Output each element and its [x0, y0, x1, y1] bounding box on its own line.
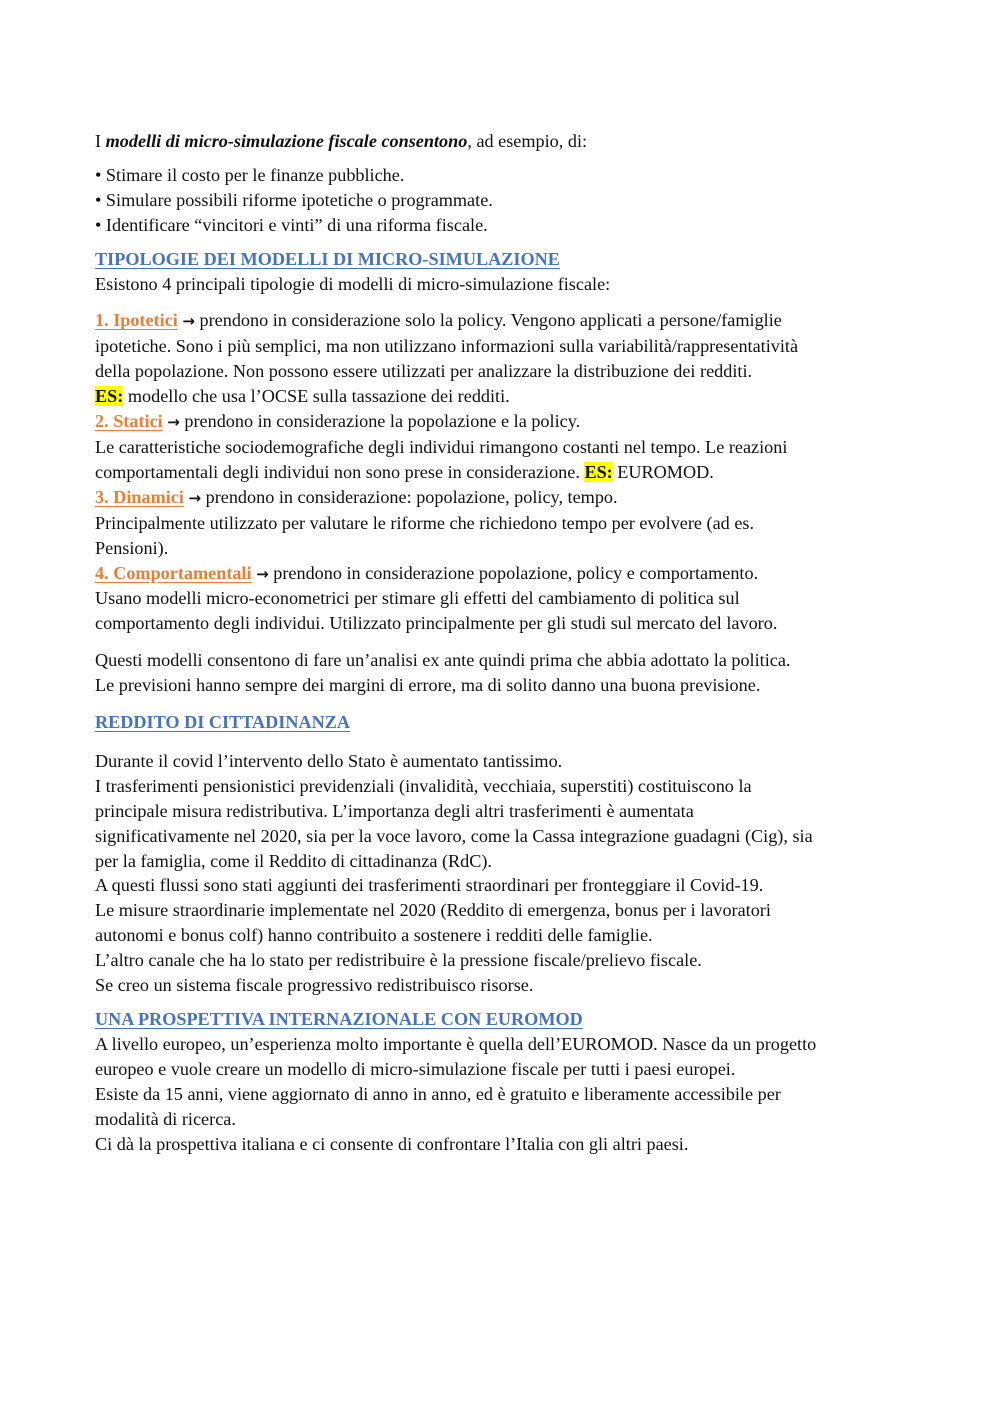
type-summary: [95, 485, 915, 511]
type-example: [95, 384, 915, 409]
example-text: modello che usa l’OCSE sulla tassazione dei redditi.: [123, 386, 510, 407]
paragraph-line: Esiste da 15 anni, viene aggiornato di anno in anno, ed è gratuito e liberamente accessibile per: [95, 1083, 781, 1104]
bullet-item: • Stimare il costo per le finanze pubbliche.: [95, 164, 405, 185]
type-summary-text: prendono in considerazione la popolazione e la policy.: [179, 411, 581, 432]
arrow-right-icon: →: [182, 312, 195, 331]
type-summary-text: prendono in considerazione: popolazione, policy, tempo.: [201, 486, 618, 507]
type-summary: [95, 561, 915, 587]
section-heading-euromod: UNA PROSPETTIVA INTERNAZIONALE CON EUROMOD: [95, 1009, 583, 1029]
intro-prefix: I: [95, 131, 106, 151]
arrow-right-icon: →: [167, 413, 180, 432]
paragraph-line: A livello europeo, un’esperienza molto importante è quella dell’EUROMOD. Nasce da un progetto: [95, 1033, 817, 1054]
type-description-line: Principalmente utilizzato per valutare le riforme che richiedono tempo per evolvere (ad es.: [95, 512, 755, 533]
type-description-line: Pensioni).: [95, 537, 169, 558]
section-heading-tipologie: TIPOLOGIE DEI MODELLI DI MICRO-SIMULAZIONE: [95, 248, 560, 269]
closing-line: Le previsioni hanno sempre dei margini di errore, ma di solito danno una buona previsione.: [95, 675, 761, 696]
example-text: EUROMOD.: [612, 461, 714, 482]
type-summary: [95, 308, 915, 334]
example-label: ES:: [95, 386, 124, 407]
bullet-item: • Simulare possibili riforme ipotetiche o programmate.: [95, 189, 493, 210]
closing-line: Questi modelli consentono di fare un’analisi ex ante quindi prima che abbia adottato la politica.: [95, 650, 791, 671]
paragraph-line: Le misure straordinarie implementate nel 2020 (Reddito di emergenza, bonus per i lavoratori: [95, 900, 771, 921]
paragraph-line: principale misura redistributiva. L’importanza degli altri trasferimenti è aumentata: [95, 800, 694, 821]
arrow-right-icon: →: [188, 488, 202, 507]
paragraph-line: modalità di ricerca.: [95, 1108, 236, 1129]
intro-sentence: [95, 129, 915, 154]
section-heading-reddito: REDDITO DI CITTADINANZA: [95, 712, 351, 733]
intro-emphasis: modelli di micro-simulazione fiscale consentono: [105, 131, 468, 151]
paragraph-line: europeo e vuole creare un modello di micro-simulazione fiscale per tutti i paesi europei.: [95, 1058, 736, 1079]
example-label: ES:: [584, 461, 613, 482]
arrow-right-icon: →: [256, 564, 269, 583]
paragraph-line: Durante il covid l’intervento dello Stato è aumentato tantissimo.: [95, 750, 563, 771]
type-description-line: [95, 460, 915, 485]
paragraph-line: Ci dà la prospettiva italiana e ci consente di confrontare l’Italia con gli altri paesi.: [95, 1133, 689, 1154]
type-name-ipotetici: 1. Ipotetici: [95, 310, 178, 331]
paragraph-line: significativamente nel 2020, sia per la voce lavoro, come la Cassa integrazione guadagni (Cig), sia: [95, 825, 813, 846]
type-description-line: Le caratteristiche sociodemografiche degli individui rimangono costanti nel tempo. Le reazioni: [95, 436, 788, 457]
paragraph-line: per la famiglia, come il Reddito di cittadinanza (RdC).: [95, 850, 492, 871]
bullet-item: • Identificare “vincitori e vinti” di una riforma fiscale.: [95, 214, 488, 235]
document-page: [95, 129, 915, 1156]
type-summary: [95, 409, 915, 435]
section-lead: Esistono 4 principali tipologie di modelli di micro-simulazione fiscale:: [95, 273, 611, 294]
type-description-line: comportamento degli individui. Utilizzato principalmente per gli studi sul mercato del lavoro.: [95, 613, 778, 634]
type-summary-text: prendono in considerazione popolazione, policy e comportamento.: [268, 562, 759, 583]
paragraph-line: A questi flussi sono stati aggiunti dei trasferimenti straordinari per fronteggiare il Covid-19.: [95, 875, 764, 896]
type-description-text: comportamentali degli individui non sono prese in considerazione.: [95, 461, 585, 482]
type-description-line: ipotetiche. Sono i più semplici, ma non utilizzano informazioni sulla variabilità/rappresentatività: [95, 336, 799, 357]
type-name-statici: 2. Statici: [95, 411, 163, 432]
type-name-comportamentali: 4. Comportamentali: [95, 562, 252, 583]
paragraph-line: Se creo un sistema fiscale progressivo redistribuisco risorse.: [95, 975, 534, 996]
type-summary-text: prendono in considerazione solo la policy. Vengono applicati a persone/famiglie: [194, 310, 782, 331]
paragraph-line: L’altro canale che ha lo stato per redistribuire è la pressione fiscale/prelievo fiscale.: [95, 950, 702, 971]
paragraph-line: autonomi e bonus colf) hanno contribuito a sostenere i redditi delle famiglie.: [95, 925, 653, 946]
type-description-line: Usano modelli micro-econometrici per stimare gli effetti del cambiamento di politica sul: [95, 588, 740, 609]
intro-suffix: , ad esempio, di:: [467, 131, 588, 151]
paragraph-line: I trasferimenti pensionistici previdenziali (invalidità, vecchiaia, superstiti) costituiscono la: [95, 775, 752, 796]
type-description-line: della popolazione. Non possono essere utilizzati per analizzare la distribuzione dei redditi.: [95, 361, 753, 382]
type-name-dinamici: 3. Dinamici: [95, 486, 184, 507]
